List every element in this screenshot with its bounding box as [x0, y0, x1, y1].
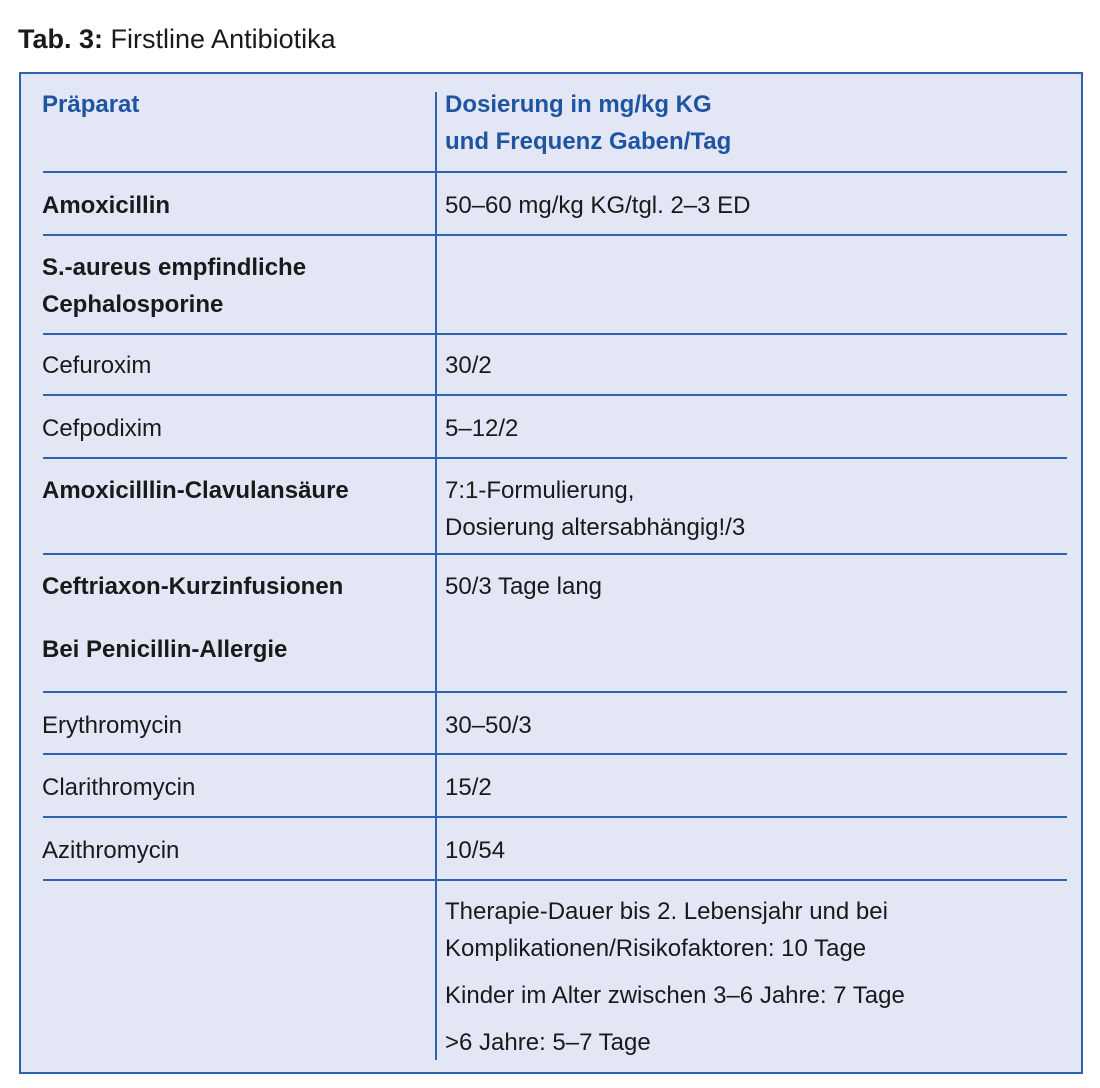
row-erythromycin-drug: Erythromycin — [42, 712, 183, 739]
antibiotics-table — [19, 72, 1083, 1074]
table-caption-title: Firstline Antibiotika — [110, 24, 336, 54]
header-col-drug: Präparat — [42, 91, 140, 118]
note-children-3-6: Kinder im Alter zwischen 3–6 Jahre: 7 Tage — [445, 982, 905, 1009]
column-divider — [435, 92, 437, 1060]
row-divider — [43, 691, 1067, 693]
row-clarithromycin-dose: 15/2 — [445, 774, 492, 801]
row-cefuroxim-dose: 30/2 — [445, 352, 492, 379]
row-ceftriaxon-dose: 50/3 Tage lang — [445, 573, 603, 600]
row-clavulansaeure-drug: Amoxicilllin-Clavulansäure — [42, 477, 349, 504]
row-cephalosporine-drug-line2: Cephalosporine — [42, 291, 224, 318]
row-divider — [43, 753, 1067, 755]
row-divider — [43, 171, 1067, 173]
row-cephalosporine-drug-line1: S.-aureus empfindliche — [42, 254, 307, 281]
row-penicillin-allergie-drug: Bei Penicillin-Allergie — [42, 636, 288, 663]
row-cefpodixim-dose: 5–12/2 — [445, 415, 519, 442]
header-col-dose-line2: und Frequenz Gaben/Tag — [445, 128, 732, 155]
row-clarithromycin-drug: Clarithromycin — [42, 774, 196, 801]
note-therapy-duration-line2: Komplikationen/Risikofaktoren: 10 Tage — [445, 935, 867, 962]
header-col-dose-line1: Dosierung in mg/kg KG — [445, 91, 712, 118]
row-divider — [43, 394, 1067, 396]
note-therapy-duration-line1: Therapie-Dauer bis 2. Lebensjahr und bei — [445, 898, 888, 925]
row-erythromycin-dose: 30–50/3 — [445, 712, 532, 739]
row-ceftriaxon-drug: Ceftriaxon-Kurzinfusionen — [42, 573, 344, 600]
row-divider — [43, 234, 1067, 236]
row-azithromycin-drug: Azithromycin — [42, 837, 180, 864]
row-divider — [43, 879, 1067, 881]
row-divider — [43, 816, 1067, 818]
note-over-6: >6 Jahre: 5–7 Tage — [445, 1029, 651, 1056]
row-azithromycin-dose: 10/54 — [445, 837, 506, 864]
row-divider — [43, 457, 1067, 459]
row-divider — [43, 333, 1067, 335]
table-caption-label: Tab. 3: — [18, 24, 104, 54]
row-clavulansaeure-dose-line2: Dosierung altersabhängig!/3 — [445, 514, 746, 541]
row-divider — [43, 553, 1067, 555]
row-amoxicillin-dose: 50–60 mg/kg KG/tgl. 2–3 ED — [445, 192, 751, 219]
table-caption — [18, 22, 336, 56]
row-clavulansaeure-dose-line1: 7:1-Formulierung, — [445, 477, 635, 504]
row-cefpodixim-drug: Cefpodixim — [42, 415, 163, 442]
row-amoxicillin-drug: Amoxicillin — [42, 192, 171, 219]
row-cefuroxim-drug: Cefuroxim — [42, 352, 152, 379]
